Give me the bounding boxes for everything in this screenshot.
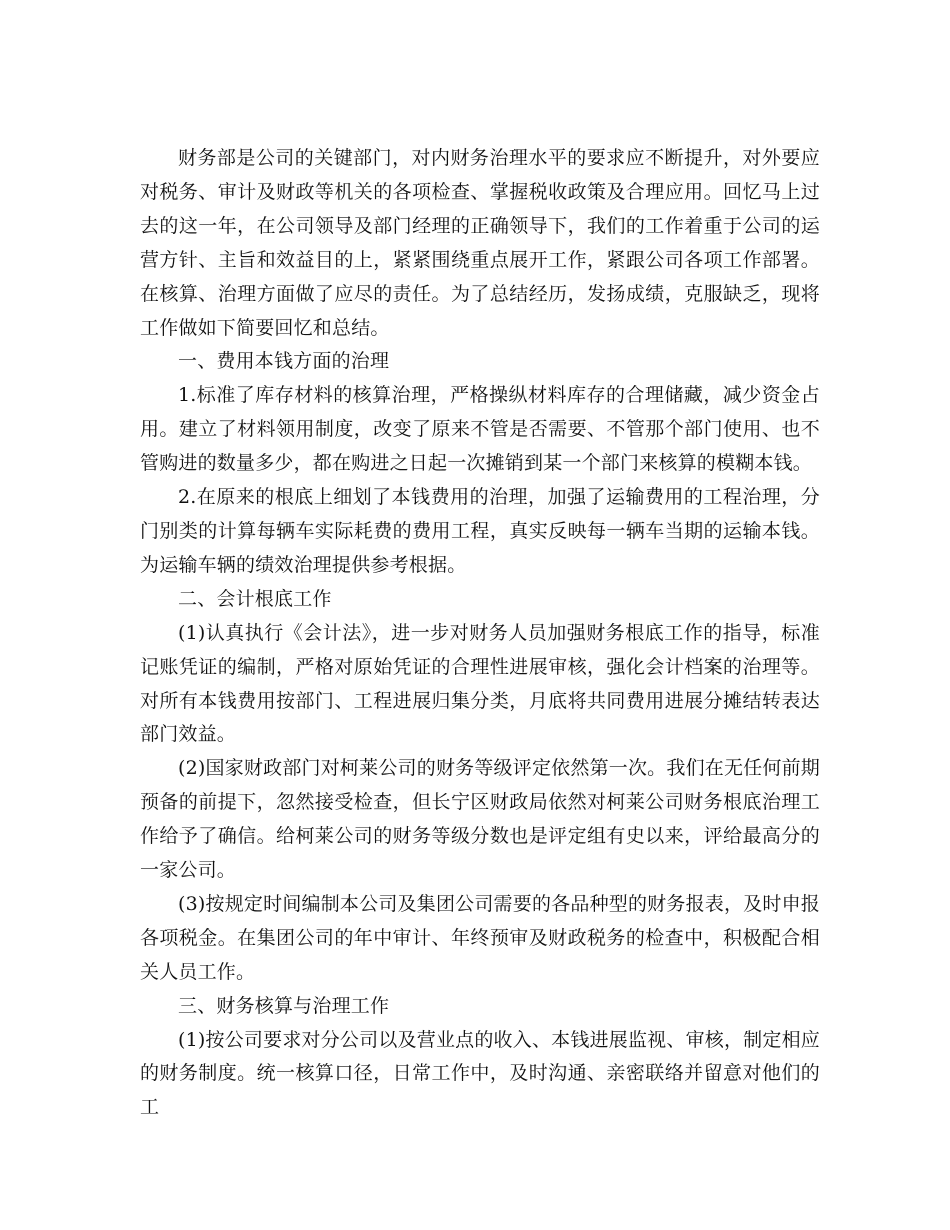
section-heading-accounting-basics: 二、会计根底工作 <box>178 587 332 610</box>
document-body <box>140 142 820 1125</box>
paragraph-financial-reports: (3)按规定时间编制本公司及集团公司需要的各品种型的财务报表，及时申报各项税金。在集团公司的年中审计、年终预审及财政税务的检查中，积极配合相关人员工作。 <box>140 892 820 983</box>
paragraph-transport-cost: 2.在原来的根底上细划了本钱费用的治理，加强了运输费用的工程治理，分门别类的计算每辆车实际耗费的费用工程，真实反映每一辆车当期的运输本钱。为运输车辆的绩效治理提供参考根据。 <box>140 486 820 576</box>
paragraph-accounting-law: (1)认真执行《会计法》，进一步对财务人员加强财务根底工作的指导，标准记账凭证的编制，严格对原始凭证的合理性进展审核，强化会计档案的治理等。对所有本钱费用按部门、工程进展归集分类，月底将共同费用进展分摊结转表达部门效益。 <box>140 621 820 746</box>
intro-paragraph: 财务部是公司的关键部门，对内财务治理水平的要求应不断提升，对外要应对税务、审计及财政等机关的各项检查、掌握税收政策及合理应用。回忆马上过去的这一年，在公司领导及部门经理的正确领导下，我们的工作着重于公司的运营方针、主旨和效益目的上，紧紧围绕重点展开工作，紧跟公司各项工作部署。在核算、治理方面做了应尽的责任。为了总结经历，发扬成绩，克服缺乏，现将工作做如下简要回忆和总结。 <box>140 147 820 339</box>
section-heading-cost-management: 一、费用本钱方面的治理 <box>178 350 390 373</box>
paragraph-finance-rating: (2)国家财政部门对柯莱公司的财务等级评定依然第一次。我们在无任何前期预备的前提下，忽然接受检查，但长宁区财政局依然对柯莱公司财务根底治理工作给予了确信。给柯莱公司的财务等级分数也是评定组有史以来，评给最高分的一家公司。 <box>140 757 820 882</box>
paragraph-branch-supervision: (1)按公司要求对分公司以及营业点的收入、本钱进展监视、审核，制定相应的财务制度。统一核算口径，日常工作中，及时沟通、亲密联络并留意对他们的工 <box>140 1028 820 1119</box>
section-heading-finance-accounting: 三、财务核算与治理工作 <box>178 994 390 1017</box>
paragraph-inventory-accounting: 1.标准了库存材料的核算治理，严格操纵材料库存的合理储藏，减少资金占用。建立了材料领用制度，改变了原来不管是否需要、不管那个部门使用、也不管购进的数量多少，都在购进之日起一次摊销到某一个部门来核算的模糊本钱。 <box>140 384 820 475</box>
